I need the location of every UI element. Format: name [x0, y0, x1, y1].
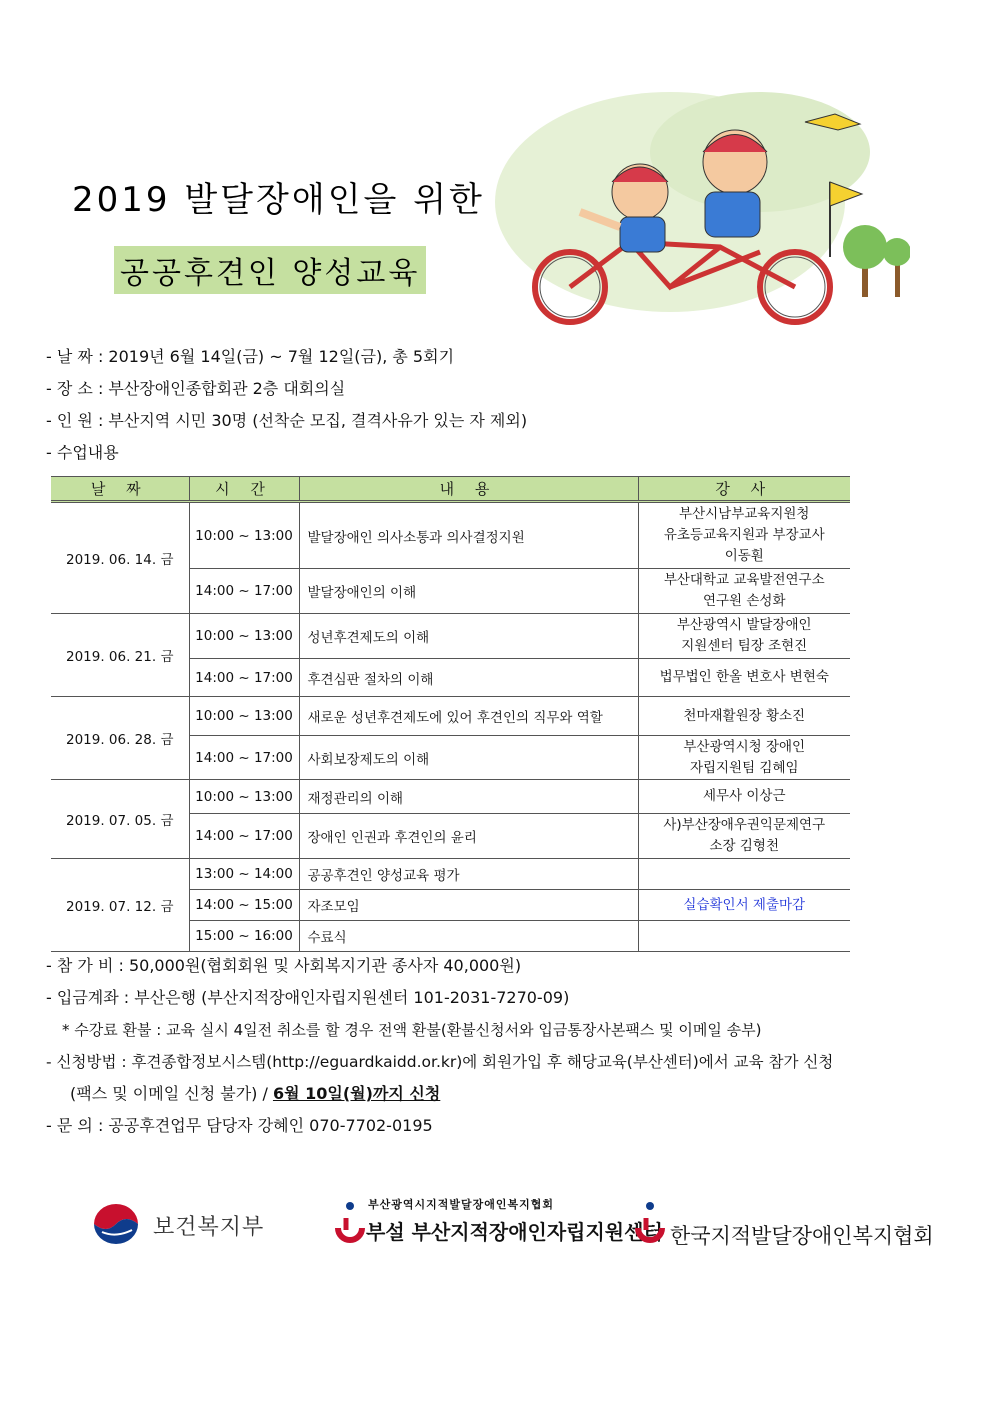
- info-refund: * 수강료 환불 : 교육 실시 4일전 취소를 할 경우 전액 환불(환불신청서와 입금통장사본팩스 및 이메일 송부): [62, 1021, 762, 1039]
- ministry-name: 보건복지부: [153, 1215, 265, 1240]
- session-date: 2019. 07. 12. 금: [51, 859, 189, 952]
- session-instructor: [638, 859, 850, 890]
- session-content: 공공후견인 양성교육 평가: [299, 859, 638, 890]
- session-content: 장애인 인권과 후견인의 윤리: [299, 814, 638, 859]
- table-row: [51, 697, 850, 736]
- session-content: 발달장애인의 이해: [299, 569, 638, 614]
- session-instructor: 천마재활원장 황소진: [638, 697, 850, 736]
- session-instructor: 부산시남부교육지원청 유초등교육지원과 부장교사 이동훤: [638, 502, 850, 569]
- apply-deadline: 6월 10일(월)까지 신청: [272, 1084, 441, 1103]
- session-instructor: [638, 921, 850, 952]
- center-name: 부설 부산지적장애인자립지원센터: [366, 1220, 663, 1244]
- session-content: 수료식: [299, 921, 638, 952]
- table-row: [51, 859, 850, 890]
- session-instructor: 부산광역시 발달장애인 지원센터 팀장 조현진: [638, 614, 850, 659]
- header-content: 내 용: [299, 477, 638, 502]
- header-date: 날 짜: [51, 477, 189, 502]
- info-content-heading: - 수업내용: [46, 443, 119, 462]
- info-date: - 날 짜 : 2019년 6월 14일(금) ~ 7월 12일(금), 총 5회기: [46, 347, 455, 366]
- info-people: - 인 원 : 부산지역 시민 30명 (선착순 모집, 결격사유가 있는 자 제외): [46, 411, 528, 430]
- session-instructor: 세무사 이상근: [638, 780, 850, 814]
- association-emblem-icon: [632, 1198, 668, 1254]
- session-content: 자조모임: [299, 890, 638, 921]
- info-account: - 입금계좌 : 부산은행 (부산지적장애인자립지원센터 101-2031-7270-09): [46, 988, 570, 1007]
- session-time: 14:00 ~ 15:00: [189, 890, 299, 921]
- table-row: [51, 614, 850, 659]
- session-time: 10:00 ~ 13:00: [189, 780, 299, 814]
- session-instructor: 사)부산장애우권익문제연구 소장 김형천: [638, 814, 850, 859]
- info-contact: - 문 의 : 공공후견업무 담당자 강혜인 070-7702-0195: [46, 1116, 433, 1135]
- session-instructor: 실습확인서 제출마감: [638, 890, 850, 921]
- session-date: 2019. 06. 14. 금: [51, 502, 189, 614]
- info-place: - 장 소 : 부산장애인종합회관 2층 대회의실: [46, 379, 346, 398]
- session-time: 10:00 ~ 13:00: [189, 614, 299, 659]
- session-date: 2019. 06. 21. 금: [51, 614, 189, 697]
- session-time: 10:00 ~ 13:00: [189, 502, 299, 569]
- session-instructor: 부산대학교 교육발전연구소 연구원 손성화: [638, 569, 850, 614]
- session-instructor: 법무법인 한올 변호사 변현숙: [638, 659, 850, 697]
- tandem-bicycle-illustration: [490, 82, 910, 327]
- ministry-emblem-icon: [88, 1202, 144, 1246]
- session-instructor: 부산광역시청 장애인 자립지원팀 김혜임: [638, 736, 850, 780]
- session-time: 15:00 ~ 16:00: [189, 921, 299, 952]
- session-date: 2019. 07. 05. 금: [51, 780, 189, 859]
- header-instructor: 강 사: [638, 477, 850, 502]
- session-date: 2019. 06. 28. 금: [51, 697, 189, 780]
- info-fee: - 참 가 비 : 50,000원(협회회원 및 사회복지기관 종사자 40,000원): [46, 956, 522, 975]
- table-row: [51, 780, 850, 814]
- schedule-table: [51, 476, 850, 952]
- center-parent-name: 부산광역시지적발달장애인복지협회: [368, 1198, 555, 1211]
- table-header-row: [51, 477, 850, 502]
- association-name: 한국지적발달장애인복지협회: [670, 1224, 934, 1248]
- session-time: 10:00 ~ 13:00: [189, 697, 299, 736]
- session-time: 14:00 ~ 17:00: [189, 736, 299, 780]
- session-content: 발달장애인 의사소통과 의사결정지원: [299, 502, 638, 569]
- session-time: 13:00 ~ 14:00: [189, 859, 299, 890]
- info-apply-line1: - 신청방법 : 후견종합정보시스템(http://eguardkaidd.or.kr)에 회원가입 후 해당교육(부산센터)에서 교육 참가 신청: [46, 1053, 834, 1071]
- center-emblem-icon: [332, 1198, 368, 1254]
- info-apply-line2: (팩스 및 이메일 신청 불가) / 6월 10일(월)까지 신청: [70, 1084, 441, 1103]
- header-time: 시 간: [189, 477, 299, 502]
- session-content: 후견심판 절차의 이해: [299, 659, 638, 697]
- session-content: 재정관리의 이해: [299, 780, 638, 814]
- session-time: 14:00 ~ 17:00: [189, 814, 299, 859]
- session-content: 새로운 성년후견제도에 있어 후견인의 직무와 역할: [299, 697, 638, 736]
- page-subtitle: 공공후견인 양성교육: [114, 246, 426, 294]
- session-content: 사회보장제도의 이해: [299, 736, 638, 780]
- footer-logos: [0, 1190, 992, 1260]
- session-content: 성년후견제도의 이해: [299, 614, 638, 659]
- session-time: 14:00 ~ 17:00: [189, 569, 299, 614]
- page-title: 2019 발달장애인을 위한: [72, 180, 485, 220]
- table-row: [51, 502, 850, 569]
- session-time: 14:00 ~ 17:00: [189, 659, 299, 697]
